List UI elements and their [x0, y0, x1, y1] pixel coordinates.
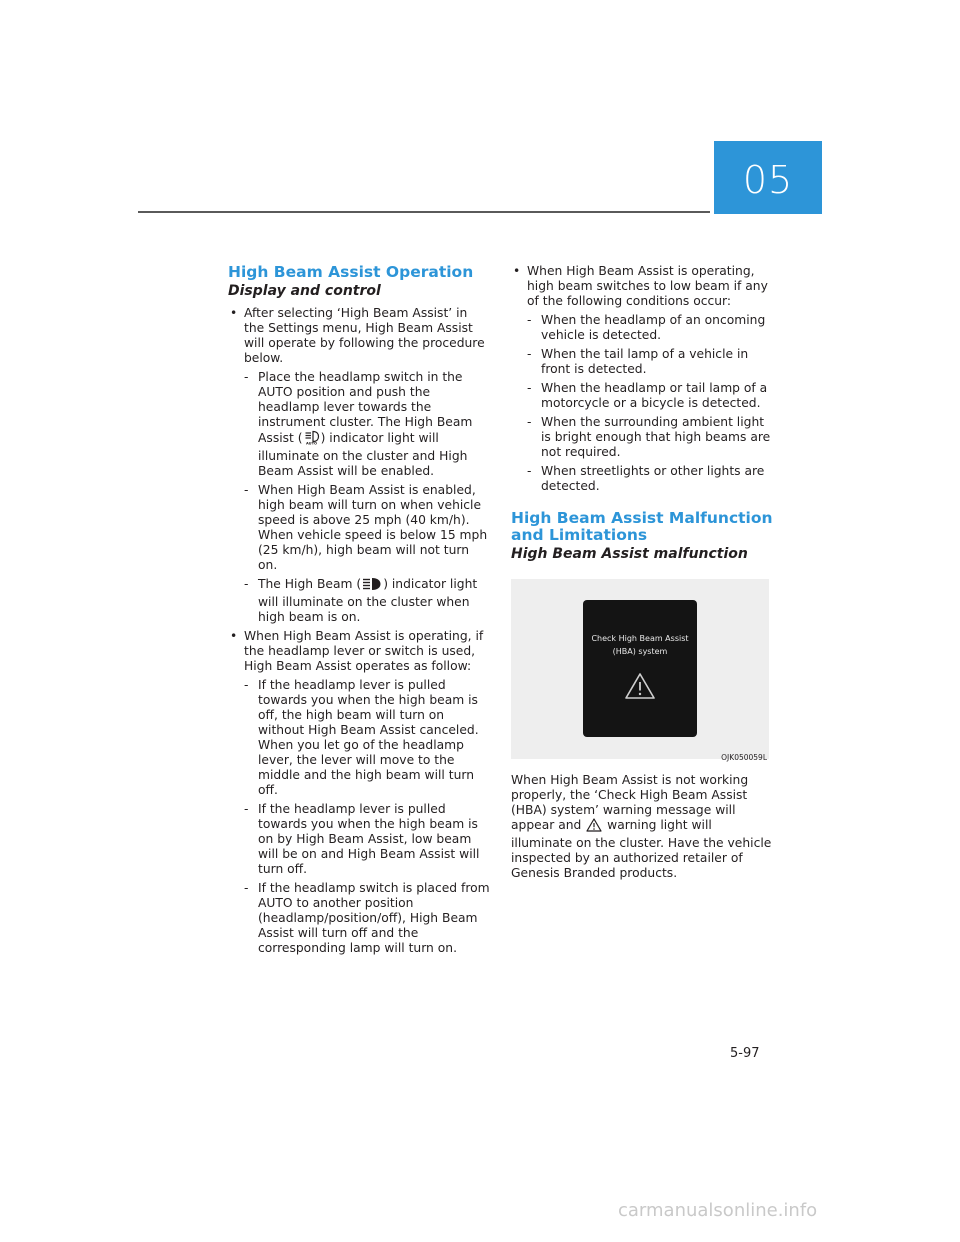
right-column: [511, 264, 773, 881]
sub-item: - If the headlamp lever is pulled towards you when the high beam is off, the high beam will turn on without High Beam Assist canceled. When you let go of the headlamp lever, the lever will move to the middle and the high beam will turn off.: [228, 678, 490, 798]
warning-triangle-icon: [586, 818, 602, 836]
sub-list: [228, 678, 490, 956]
sub-list: [228, 370, 490, 625]
sub-item-text: ) indicator light will illuminate on the cluster and High Beam Assist will be enabled.: [258, 431, 468, 478]
section-heading: High Beam Assist Operation: [228, 263, 474, 281]
malfunction-paragraph: [511, 773, 773, 881]
paragraph-text: When High Beam Assist is not working properly, the ‘Check High Beam Assist (HBA) system’ warning message will appear and: [511, 773, 749, 832]
bullet-text: When High Beam Assist is operating, high beam switches to low beam if any of the following conditions occur:: [527, 264, 768, 308]
chapter-tab: 05: [714, 141, 822, 214]
sub-item: - When streetlights or other lights are detected.: [511, 464, 773, 494]
section-subheading: Display and control: [228, 283, 381, 299]
header-rule: [138, 211, 710, 213]
warning-message-line: (HBA) system: [612, 647, 668, 656]
section-heading: High Beam Assist Malfunction and Limitations: [511, 509, 773, 544]
cluster-figure: [511, 579, 769, 762]
bullet-text: After selecting ‘High Beam Assist’ in the Settings menu, High Beam Assist will operate by following the procedure below.: [244, 306, 485, 365]
sub-item-text: ) indicator light will illuminate on the cluster when high beam is on.: [258, 577, 478, 624]
bullet-item: [228, 306, 490, 366]
figure-code: OJK050059L: [721, 753, 767, 762]
section-subheading: High Beam Assist malfunction: [511, 546, 748, 562]
sub-item: [228, 577, 490, 625]
sub-item: - If the headlamp switch is placed from AUTO to another position (headlamp/position/off), High Beam Assist will turn off and the corresponding lamp will turn on.: [228, 881, 490, 956]
high-beam-icon: [362, 577, 382, 595]
watermark: carmanualsonline.info: [618, 1200, 818, 1221]
bullet-item: [511, 264, 773, 309]
sub-item: - When the headlamp or tail lamp of a motorcycle or a bicycle is detected.: [511, 381, 773, 411]
sub-item: [228, 483, 490, 573]
warning-triangle-icon: [624, 672, 656, 704]
high-beam-assist-auto-icon: [304, 430, 320, 449]
svg-text:AUTO: AUTO: [305, 441, 317, 445]
sub-item-text: Place the headlamp switch in the AUTO position and push the headlamp lever towards the instrument cluster. The High Beam Assist (: [258, 370, 473, 445]
bullet-text: When High Beam Assist is operating, if the headlamp lever or switch is used, High Beam Assist operates as follow:: [244, 629, 484, 673]
sub-list: [511, 313, 773, 494]
warning-message: [591, 632, 688, 658]
sub-item-text: When High Beam Assist is enabled, high beam will turn on when vehicle speed is above 25 mph (40 km/h). When vehicle speed is below 15 mph (25 km/h), high beam will not turn on.: [258, 483, 488, 572]
left-column: [228, 264, 490, 960]
sub-item: - When the headlamp of an oncoming vehicle is detected.: [511, 313, 773, 343]
sub-item: [228, 370, 490, 479]
page-number: 5-97: [730, 1046, 760, 1061]
warning-message-line: Check High Beam Assist: [591, 634, 689, 643]
sub-item: - If the headlamp lever is pulled towards you when the high beam is on by High Beam Assist, low beam will be on and High Beam Assist will turn off.: [228, 802, 490, 877]
sub-item: - When the surrounding ambient light is bright enough that high beams are not required.: [511, 415, 773, 460]
sub-item-text: The High Beam (: [258, 577, 362, 591]
paragraph-text: warning light will illuminate on the cluster. Have the vehicle inspected by an authorized retailer of Genesis Branded products.: [511, 818, 772, 880]
cluster-screen: [583, 600, 697, 737]
bullet-item: [228, 629, 490, 674]
sub-item: - When the tail lamp of a vehicle in front is detected.: [511, 347, 773, 377]
